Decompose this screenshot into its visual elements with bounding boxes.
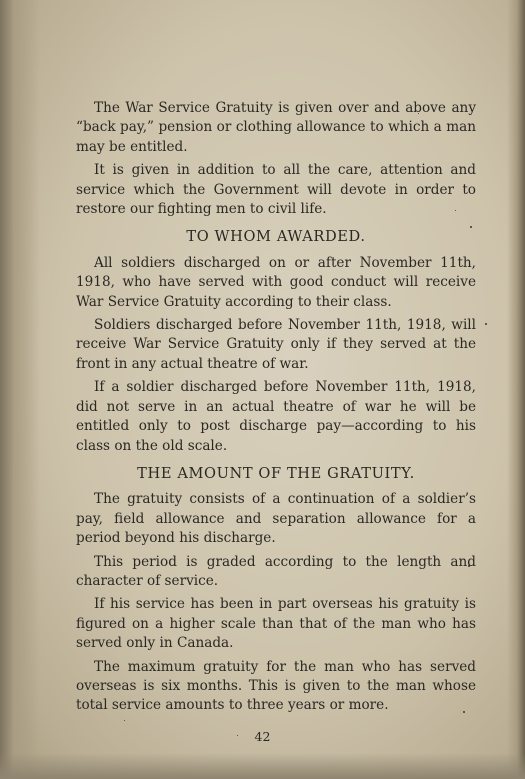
paper-speck (485, 323, 487, 325)
paper-speck (124, 720, 125, 721)
paragraph-awarded-1: All soldiers discharged on or after November 11th, 1918, who have served with good conduct will receive War Service Gratuity according to their class. (76, 254, 476, 310)
paragraph-intro-1: The War Service Gratuity is given over and above any “back pay,” pension or clothing allowance to which a man may be entitled. (76, 100, 476, 155)
paragraph-amount-3: If his service has been in part overseas his gratuity is figured on a higher scale than that of the man who has served only in Canada. (76, 596, 476, 652)
heading-to-whom-awarded: TO WHOM AWARDED. (186, 228, 366, 246)
bottom-edge-shadow (0, 753, 525, 779)
paragraph-awarded-2: Soldiers discharged before November 11th, 1918, will receive War Service Gratuity only if they served at the front in any actual theatre of war. (76, 317, 476, 372)
heading-amount-of-gratuity: THE AMOUNT OF THE GRATUITY. (137, 464, 415, 482)
paragraph-intro-2: It is given in addition to all the care, attention and service which the Government will devote in order to restore our fighting men to civil life. (76, 162, 476, 218)
binding-gutter-shadow (0, 0, 40, 779)
paragraph-awarded-3: If a soldier discharged before November 11th, 1918, did not serve in an actual theatre of war he will be entitled only to post discharge pay—according to his class on the old scale. (76, 379, 476, 454)
paragraph-amount-2: This period is graded according to the length and character of service. (76, 553, 476, 589)
page-edge-shadow (507, 0, 525, 779)
paragraph-amount-4: The maximum gratuity for the man who has served overseas is six months. This is given to the man whose total service amounts to three years or more. (76, 658, 476, 714)
page-number: 42 (254, 729, 271, 744)
paragraph-amount-1: The gratuity consists of a continuation of a soldier’s pay, field allowance and separation allowance for a period beyond his discharge. (76, 491, 476, 547)
page-text (76, 99, 476, 720)
